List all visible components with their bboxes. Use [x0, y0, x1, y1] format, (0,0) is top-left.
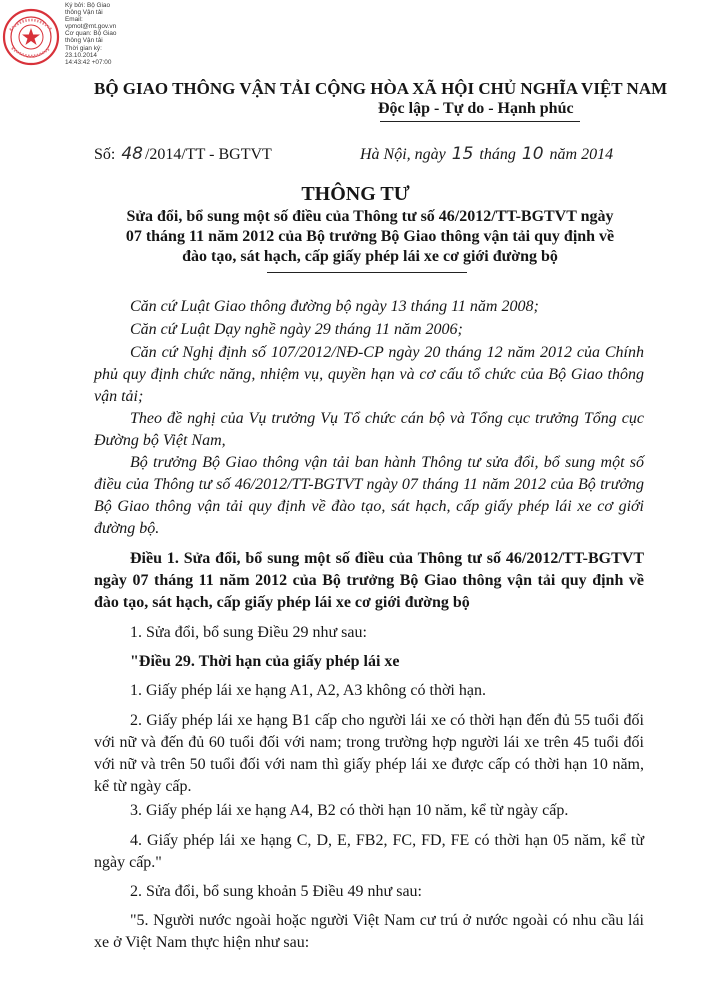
- number-suffix: /2014/TT - BGTVT: [144, 146, 272, 163]
- motto-underline: [380, 121, 580, 122]
- month-prefix: tháng: [479, 146, 516, 163]
- signature-line: thông Vận tải: [65, 37, 103, 45]
- article-29-clause-4: 4. Giấy phép lái xe hạng C, D, E, FB2, FC, FD, FE có thời hạn 05 năm, kể từ ngày cấp.": [94, 832, 644, 871]
- article-29-clause-3: 3. Giấy phép lái xe hạng A4, B2 có thời hạn 10 năm, kể từ ngày cấp.: [130, 802, 569, 819]
- handwritten-day: 15: [451, 144, 474, 164]
- document-subject: Sửa đổi, bổ sung một số điều của Thông tư số 46/2012/TT-BGTVT ngày 07 tháng 11 năm 2012 của Bộ trưởng Bộ Giao thông vận tải quy định về đào tạo, sát hạch, cấp giấy phép lái xe cơ giới đường bộ: [125, 208, 615, 265]
- article-29-clause-2: 2. Giấy phép lái xe hạng B1 cấp cho người lái xe có thời hạn đến đủ 55 tuổi đối với nữ và đến đủ 60 tuổi đối với nam; trong trường hợp người lái xe trên 45 tuổi đối với nữ và trên 50 tuổi đối với nam thì giấy phép lái xe được cấp có thời hạn 10 năm, kể từ ngày cấp.: [94, 712, 644, 795]
- document-number: [94, 144, 272, 164]
- digital-signature-info: [65, 2, 155, 66]
- place-date-prefix: Hà Nội, ngày: [360, 146, 446, 163]
- signature-line: 23.10.2014: [65, 51, 97, 59]
- signature-line: thông Vận tải: [65, 9, 103, 17]
- legal-basis-2: Căn cứ Luật Dạy nghề ngày 29 tháng 11 năm 2006;: [130, 321, 463, 338]
- proposal-clause: Theo đề nghị của Vụ trưởng Vụ Tổ chức cán bộ và Tổng cục trưởng Tổng cục Đường bộ Việt Nam,: [94, 410, 644, 449]
- signature-line: Cơ quan: Bộ Giao: [65, 30, 117, 38]
- article-1-item-2: 2. Sửa đổi, bổ sung khoản 5 Điều 49 như sau:: [130, 883, 422, 900]
- article-1-heading: Điều 1. Sửa đổi, bổ sung một số điều của Thông tư số 46/2012/TT-BGTVT ngày 07 tháng 11 năm 2012 của Bộ trưởng Bộ Giao thông vận tải quy định về đào tạo, sát hạch, cấp giấy phép lái xe cơ giới đường bộ: [94, 550, 644, 611]
- subject-underline: [267, 272, 467, 273]
- number-prefix: Số:: [94, 146, 116, 163]
- article-29-title: "Điều 29. Thời hạn của giấy phép lái xe: [130, 653, 400, 670]
- national-title: CỘNG HÒA XÃ HỘI CHỦ NGHĨA VIỆT NAM: [315, 79, 668, 98]
- signature-line: Ký bởi: Bộ Giao: [65, 2, 111, 9]
- document-type: THÔNG TƯ: [301, 183, 410, 205]
- article-29-clause-1: 1. Giấy phép lái xe hạng A1, A2, A3 không có thời hạn.: [130, 682, 486, 699]
- state-emblem-seal: [2, 8, 60, 66]
- national-motto: Độc lập - Tự do - Hạnh phúc: [378, 100, 574, 117]
- signature-line: Email:: [65, 16, 83, 24]
- article-49-clause-5: "5. Người nước ngoài hoặc người Việt Nam cư trú ở nước ngoài có nhu cầu lái xe ở Việt Nam thực hiện như sau:: [94, 912, 644, 951]
- article-1-item-1: 1. Sửa đổi, bổ sung Điều 29 như sau:: [130, 624, 367, 641]
- signature-line: vpmot@mt.gov.vn: [65, 23, 117, 31]
- handwritten-month: 10: [521, 144, 544, 164]
- place-and-date: [360, 144, 613, 164]
- signature-line: Thời gian ký:: [65, 44, 102, 52]
- year-text: năm 2014: [549, 146, 614, 163]
- handwritten-number: 48: [121, 144, 143, 164]
- issuing-agency: BỘ GIAO THÔNG VẬN TẢI: [94, 79, 311, 98]
- issuance-clause: Bộ trưởng Bộ Giao thông vận tải ban hành Thông tư sửa đổi, bổ sung một số điều của Thông tư số 46/2012/TT-BGTVT ngày 07 tháng 11 năm 2012 của Bộ trưởng Bộ Giao thông vận tải quy định về đào tạo, sát hạch, cấp giấy phép lái xe cơ giới đường bộ.: [94, 454, 644, 537]
- legal-basis-3: Căn cứ Nghị định số 107/2012/NĐ-CP ngày 20 tháng 12 năm 2012 của Chính phủ quy định chức năng, nhiệm vụ, quyền hạn và cơ cấu tổ chức của Bộ Giao thông vận tải;: [94, 344, 644, 405]
- signature-line: 14:43:42 +07:00: [65, 58, 112, 66]
- legal-basis-1: Căn cứ Luật Giao thông đường bộ ngày 13 tháng 11 năm 2008;: [130, 298, 539, 315]
